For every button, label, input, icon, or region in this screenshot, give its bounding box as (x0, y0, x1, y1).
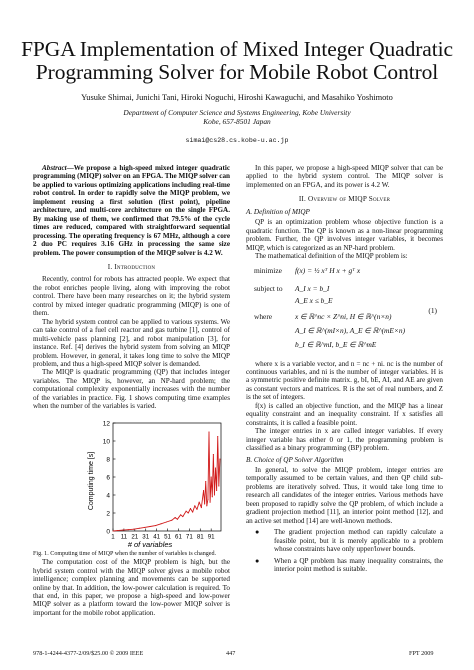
intro-paragraph-2: The hybrid system control can be applied to various systems. We can take control of a fuel cell reactor and gas turbine [1], control of multi-vehicle pass planning [2], and robot manipulation [3], for instance. Ref. [4] derives the hybrid system from solving an MIQP problem. However, in general, it takes long time to solve the MIQP problem, and thus a high-speed MIQP solver is demanded. (33, 317, 230, 368)
y-tick-label: 4 (106, 491, 110, 499)
definition-paragraph-5: The integer entries in x are called integer variables. If every integer variable has either 0 or 1, the programming problem is classified as a binary programming (BP) problem. (246, 427, 443, 453)
footer-conference: FPT 2009 (409, 650, 434, 657)
data-point (194, 505, 195, 506)
y-tick-label: 10 (102, 437, 110, 445)
data-point (182, 516, 183, 517)
y-axis-label: Computing time [s] (88, 451, 95, 510)
title-line-2: Programming Solver for Mobile Robot Control (35, 60, 439, 84)
data-point (190, 508, 191, 509)
bullet-item-2 (246, 557, 443, 574)
series-line (113, 432, 220, 531)
x-tick-label: 31 (142, 533, 150, 541)
eq-constraint-1: A_I x = b_I (295, 283, 330, 293)
y-tick-label: 8 (106, 455, 110, 463)
x-tick-label: 51 (164, 533, 171, 541)
bullet-dot-icon: ● (255, 528, 260, 537)
data-point (186, 510, 187, 511)
data-point (117, 530, 118, 531)
data-point (196, 509, 197, 510)
abstract-text: —We propose a high-speed mixed integer quadratic programming (MIQP) solver on an FPGA. The MIQP solver can be applied to various optimizing applications including real-time robot control. In order to rapidly solve the MIQP problem, we implement reusing a first solution (first point), pipeline architecture, and multi-core architecture on the single FPGA. By making use of them, we confirmed that 79.5% of the cycle times are reduced, compared with straightforward sequential processing. The operating frequency is 67 MHz, although a core 2 duo PC requires 3.16 GHz in processing the same size problem. The power consumption of the MIQP solver is 4.2 W. (33, 164, 230, 257)
data-point (210, 501, 211, 502)
footer-page-number: 447 (226, 650, 236, 657)
computing-time-chart (33, 415, 230, 551)
figure-1 (33, 415, 230, 551)
definition-paragraph-1: QP is an optimization problem whose objective function is a quadratic function. The QP is known as a non-linear programming problem. Further, the QP involves integer variables, it becomes MIQP, which is categorized as an NP-hard problem. (246, 218, 443, 252)
left-column (33, 164, 230, 617)
subsection-heading-definition: A. Definition of MIQP (246, 207, 310, 216)
data-point (207, 499, 208, 500)
x-tick-label: 91 (207, 533, 215, 541)
data-point (155, 525, 156, 526)
eq-minimize-label: minimize (254, 265, 282, 275)
affiliation-line-1: Department of Computer Science and Systems Engineering, Kobe University (123, 108, 351, 117)
eq-where-3: b_I ∈ ℝ^mI, b_E ∈ ℝ^mE (295, 339, 377, 349)
affiliation-line-2: Kobe, 657-8501 Japan (203, 117, 271, 127)
data-point (217, 436, 218, 437)
data-point (218, 485, 219, 486)
eq-where-2: A_I ∈ ℝ^(mI×n), A_E ∈ ℝ^(mE×n) (295, 325, 406, 335)
data-point (177, 518, 178, 519)
data-point (215, 467, 216, 468)
data-point (171, 519, 172, 520)
x-tick-label: 81 (196, 533, 204, 541)
data-point (160, 523, 161, 524)
definition-paragraph-4: f(x) is called an objective function, and the MIQP has a linear equality constraint and an inequality constraint. If x satisfies all constraints, it is called a feasible point. (246, 401, 443, 427)
y-tick-label: 12 (102, 419, 110, 427)
x-tick-label: 11 (120, 533, 128, 541)
data-point (180, 514, 181, 515)
abstract (33, 164, 230, 257)
paper-title (0, 38, 474, 84)
x-tick-label: 41 (153, 533, 161, 541)
equation-number: (1) (428, 305, 437, 315)
authors: Yusuke Shimai, Junichi Tani, Hiroki Noguchi, Hiroshi Kawaguchi, and Masahiko Yoshimoto (81, 93, 393, 102)
data-point (201, 507, 202, 508)
data-point (188, 512, 189, 513)
author-email: simai@cs28.cs.kobe-u.ac.jp (185, 137, 289, 144)
affiliation (0, 108, 474, 127)
data-point (203, 490, 204, 491)
data-point (214, 494, 215, 495)
data-point (206, 505, 207, 506)
section-heading-introduction: I. Introduction (107, 262, 156, 271)
x-tick-label: 61 (175, 533, 182, 541)
right-column (246, 164, 443, 576)
data-point (211, 476, 212, 477)
eq-subject-label: subject to (254, 283, 283, 293)
definition-paragraph-2: The mathematical definition of the MIQP problem is: (255, 252, 408, 261)
right-paragraph-1: In this paper, we propose a high-speed MIQP solver that can be applied to the hybrid system control. The MIQP solver is implemented on an FPGA, and its power is 4.2 W. (246, 164, 443, 189)
data-point (208, 431, 209, 432)
data-point (192, 511, 193, 512)
data-point (175, 517, 176, 518)
intro-paragraph-1: Recently, control for robots has attracted people. We expect that the robot enriches people living, along with improving the robot control. There have been many researches on it; the hybrid system control by mixed integer quadratic programming (MIQP) is one of them. (33, 275, 230, 318)
data-point (205, 481, 206, 482)
title-line-1: FPGA Implementation of Mixed Integer Quadratic (21, 37, 453, 61)
qp-solver-paragraph: In general, to solve the MIQP problem, integer entries are temporally assumed to be certain values, and then QP child sub-problems are iteratively solved. Thus, it would take long time to research all candidates of the integer entries. Various methods have been proposed to rapidly solve the QP problem, of which include a gradient projection method [11], an interior point method [12], and an active set method [14] are well-known methods. (246, 465, 443, 525)
x-axis-label: # of variables (127, 539, 173, 549)
data-point (144, 527, 145, 528)
eq-where-1: x ∈ ℝ^nc × Z^ni, H ∈ ℝ^(n×n) (295, 311, 392, 321)
intro-paragraph-3: The MIQP is quadratic programming (QP) that includes integer variables. The MIQP is, however, an NP-hard problem; the computational complexity exponentially increases with the number of the variables in practice. Fig. 1 shows computing time examples when the number of the variables is varied. (33, 368, 230, 411)
y-tick-label: 6 (106, 473, 110, 481)
footer-copyright: 978-1-4244-4377-2/09/$25.00 © 2009 IEEE (33, 650, 144, 657)
data-point (212, 496, 213, 497)
data-point (199, 501, 200, 502)
eq-where-label: where (254, 311, 273, 321)
y-tick-label: 0 (106, 527, 110, 535)
bullet-text-1: The gradient projection method can rapidly calculate a feasible point, but it is merely applicable to a problem whose constraints have only upper/lower bounds. (274, 528, 443, 554)
data-point (122, 529, 123, 530)
data-point (139, 527, 140, 528)
subsection-heading-qp-solver: B. Choice of QP Solver Algorithm (246, 455, 344, 464)
data-point (216, 490, 217, 491)
equation-1 (246, 263, 443, 357)
data-point (219, 458, 220, 459)
x-tick-label: 1 (111, 533, 115, 541)
abstract-label: Abstract (42, 164, 67, 172)
y-tick-label: 2 (106, 509, 110, 517)
x-tick-label: 21 (131, 533, 139, 541)
data-point (213, 454, 214, 455)
definition-paragraph-3: where x is a variable vector, and n = nc + ni. nc is the number of continuous variables, and ni is the number of integer variables. H is a symmetric positive definite matrix. g, bI, bE, AI, and AE are given as constant vectors and matrices. R is the set of real numbers, and Z is the set of integers. (246, 359, 443, 402)
figure-1-caption: Fig. 1. Computing time of MIQP when the number of variables is changed. (33, 550, 217, 557)
bullet-text-2: When a QP problem has many inequality constraints, the interior point method is suitable. (274, 556, 443, 573)
x-tick-label: 71 (185, 533, 193, 541)
bullet-item-1 (246, 528, 443, 553)
eq-constraint-2: A_E x ≤ b_E (295, 295, 333, 305)
intro-paragraph-4: The computation cost of the MIQP problem is high, but the hybrid system control with the MIQP solver gives a mobile robot intelligence; complex planning and movements can be supported online by that. In addition, the low-power calculation is required. To that end, in this paper, we propose a high-speed and low-power MIQP solver as a platform toward the low-power MIQP solver is important for the mobile robot application. (33, 558, 230, 617)
data-point (166, 521, 167, 522)
data-point (150, 526, 151, 527)
bullet-dot-icon: ● (255, 556, 260, 565)
data-point (112, 530, 113, 531)
data-point (204, 503, 205, 504)
eq-objective: f(x) = ½ xᵀ H x + gᵀ x (295, 265, 361, 275)
section-heading-overview: II. Overview of MIQP Solver (298, 195, 391, 204)
data-point (133, 528, 134, 529)
plot-frame (113, 423, 221, 531)
data-point (128, 529, 129, 530)
